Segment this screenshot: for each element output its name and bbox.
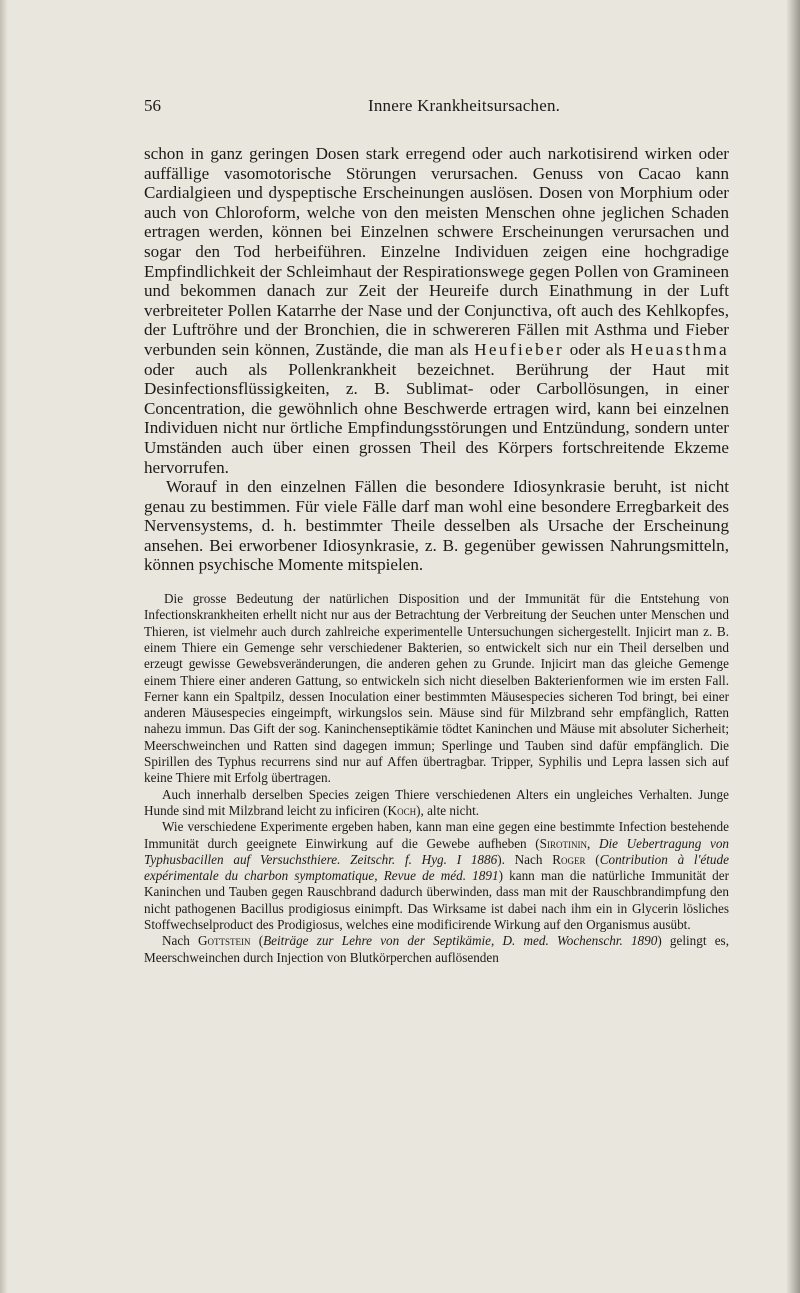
paragraph-2: Worauf in den einzelnen Fällen die besondere Idiosynkrasie beruht, ist nicht genau zu bestimmen. Für viele Fälle darf man wohl eine besondere Erregbarkeit des Nervensystems, d. h. bestimmter Theile desselben als Ursache der Erscheinung ansehen. Bei erworbener Idiosynkrasie, z. B. gegenüber gewissen Nahrungsmitteln, können psychische Momente mitspielen. — [144, 477, 729, 575]
paragraph-1 — [144, 144, 729, 477]
author-koch: Koch — [387, 802, 417, 818]
note-2-part-a: Auch innerhalb derselben Species zeigen Thiere verschiedenen Alters ein ungleiches Verhalten. Junge Hunde sind mit Milzbrand leicht zu inficiren ( — [144, 786, 729, 818]
paragraph-1-part-b: oder als — [564, 339, 631, 359]
running-head: Innere Krankheitsursachen. — [368, 96, 561, 115]
note-paragraph-2 — [144, 787, 729, 820]
main-text — [144, 144, 729, 575]
note-paragraph-1: Die grosse Bedeutung der natürlichen Disposition und der Immunität für die Entstehung von Infectionskrankheiten erhellt nicht nur aus der Betrachtung der Verbreitung der Seuchen unter Menschen und Thieren, ist vielmehr auch durch zahlreiche experimentelle Untersuchungen sichergestellt. Injicirt man z. B. einem Thiere ein Gemenge sehr verschiedener Bakterien, so entwickelt sich nur ein Theil derselben und erzeugt gewisse Gewebsveränderungen, die anderen gehen zu Grunde. Injicirt man das gleiche Gemenge einem Thiere einer anderen Gattung, so entwickeln sich nicht dieselben Bakterienformen wie im ersten Fall. Ferner kann ein Spaltpilz, dessen Inoculation einer bestimmten Mäusespecies sicheren Tod bringt, bei einer anderen Mäusespecies eingeimpft, wirkungslos sein. Mäuse sind für Milzbrand sehr empfänglich, Ratten nahezu immun. Das Gift der sog. Kaninchenseptikämie tödtet Kaninchen und Mäuse mit absoluter Sicherheit; Meerschweinchen und Ratten sind dagegen immun; Sperlinge und Tauben sind dafür empfänglich. Die Spirillen des Typhus recurrens sind nur auf Affen übertragbar. Tripper, Syphilis und Lepra lassen sich auf keine Thiere mit Erfolg übertragen. — [144, 591, 729, 786]
body-text — [144, 144, 729, 966]
note-4-part-b: ( — [250, 933, 264, 949]
note-3-part-c: ). Nach — [497, 851, 553, 867]
term-heufieber: Heufieber — [474, 339, 565, 359]
page-number: 56 — [144, 96, 161, 115]
note-3-part-e: ) kann man die natürliche Immunität der Kaninchen und Tauben gegen Rauschbrand dadurch überwinden, dass man mit der Rauschbrandimpfung den nicht pathogenen Bacillus prodigiosus einimpft. Das Wirksame ist dabei nach ihm ein in Glycerin lösliches Stoffwechselproduct des Prodigiosus, welches eine modificirende Wirkung auf den Organismus ausübt. — [144, 868, 730, 932]
paragraph-1-part-c: oder auch als Pollenkrankheit bezeichnet. Berührung der Haut mit Desinfectionsflüssigkeiten, z. B. Sublimat- oder Carbollösungen, in einer Concentration, die gewöhnlich ohne Beschwerde ertragen wird, kann bei einzelnen Individuen nicht nur örtliche Empfindungsstörungen und Entzündung, sondern unter Umständen auch über einen grossen Theil des Körpers fortschreitende Ekzeme hervorrufen. — [144, 359, 729, 477]
author-roger: Roger — [552, 851, 586, 867]
author-sirotinin: Sirotinin — [539, 835, 587, 851]
notes-section — [144, 591, 729, 966]
note-3-part-b: , — [587, 835, 599, 851]
author-gottstein: Gottstein — [198, 933, 251, 949]
note-4-part-a: Nach — [162, 933, 199, 949]
page-header — [144, 96, 730, 118]
note-2-part-b: ), alte nicht. — [416, 802, 480, 818]
note-3-part-d: ( — [585, 851, 600, 867]
note-paragraph-3 — [144, 819, 729, 933]
term-heuasthma: Heuasthma — [630, 339, 729, 359]
left-page-edge — [0, 0, 8, 1293]
note-3-part-a: Wie verschiedene Experimente ergeben haben, kann man eine gegen eine bestimmte Infection bestehende Immunität durch geeignete Einwirkung auf die Gewebe aufheben ( — [144, 819, 729, 851]
note-4-part-c: ) gelingt es, Meerschweinchen durch Injection von Blutkörperchen auflösenden — [144, 933, 729, 965]
note-paragraph-4 — [144, 933, 729, 966]
right-page-edge — [786, 0, 800, 1293]
paragraph-1-part-a: schon in ganz geringen Dosen stark erregend oder auch narkotisirend wirken oder auffällige vasomotorische Störungen verursachen. Genuss von Cacao kann Cardialgieen und dyspeptische Erscheinungen auslösen. Dosen von Morphium oder auch von Chloroform, welche von den meisten Menschen ohne jeglichen Schaden ertragen werden, können bei Einzelnen schwere Erscheinungen verursachen und sogar den Tod herbeiführen. Einzelne Individuen zeigen eine hochgradige Empfindlichkeit der Schleimhaut der Respirationswege gegen Pollen von Gramineen und bekommen danach zur Zeit der Heureife durch Einathmung in der Luft verbreiteter Pollen Katarrhe der Nase und der Conjunctiva, oft auch des Kehlkopfes, der Luftröhre und der Bronchien, die in schwereren Fällen mit Asthma und Fieber verbunden sein können, Zustände, die man als — [144, 144, 729, 359]
citation-gottstein: Beiträge zur Lehre von der Septikämie, D. med. Wochenschr. 1890 — [263, 933, 658, 949]
citation-roger: Contribution à l'étude expérimentale du charbon symptomatique, Revue de méd. 1891 — [144, 851, 729, 884]
citation-sirotinin: Die Uebertragung von Typhusbacillen auf Versuchsthiere. Zeitschr. f. Hyg. I 1886 — [144, 835, 730, 867]
